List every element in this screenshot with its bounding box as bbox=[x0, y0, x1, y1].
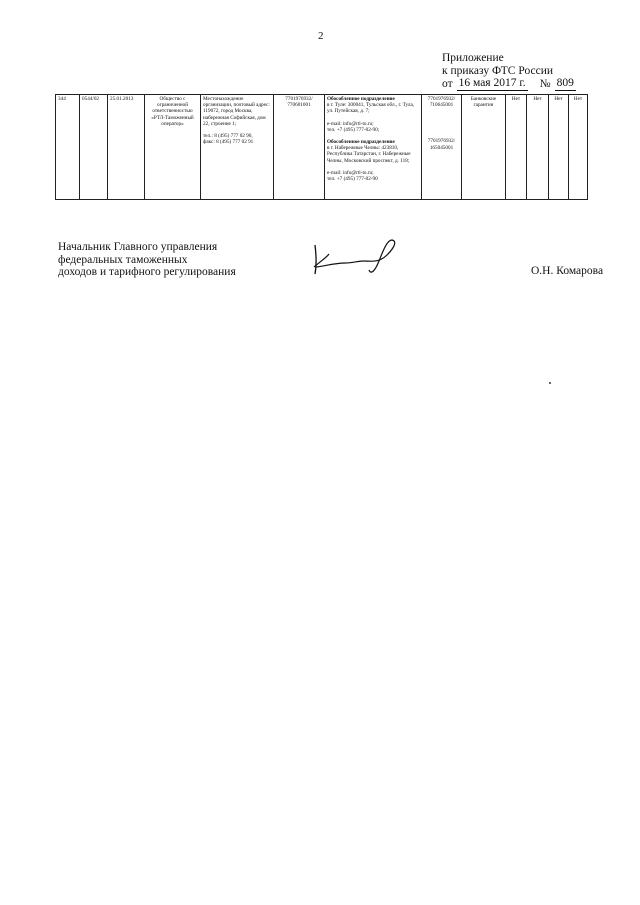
cell-branches bbox=[325, 95, 422, 200]
signatory-title-line1: Начальник Главного управления bbox=[58, 241, 218, 253]
cell-guarantee: Банковские гарантии bbox=[462, 95, 506, 200]
appendix-date-line bbox=[442, 77, 576, 91]
branch2-email: e-mail: info@rtl-to.ru; bbox=[327, 169, 374, 176]
branch1-address: в г. Туле: 300041, Тульская обл., г. Тула, ул. Путейская, д. 7; bbox=[327, 102, 415, 115]
cell-reg-number: 0544/02 bbox=[80, 95, 108, 200]
handwritten-signature bbox=[305, 237, 405, 281]
cell-address bbox=[201, 95, 274, 200]
appendix-header bbox=[442, 52, 576, 91]
order-number: 809 bbox=[556, 77, 574, 89]
cell-col-c: Нет bbox=[549, 95, 569, 200]
branch2-address: в г. Набережные Челны: 423810, Республика Татарстан, г. Набережные Челны, Московский проспект, д. 118; bbox=[327, 145, 411, 164]
scan-speck bbox=[549, 382, 551, 384]
cell-organization: Общество с ограниченной ответственностью «РТЛ-Таможенный оператор» bbox=[145, 95, 201, 200]
table-row bbox=[56, 95, 588, 200]
cell-index: 344 bbox=[56, 95, 80, 200]
branch2-inn-kpp: 7701976932/ 165045001 bbox=[427, 138, 456, 151]
cell-date: 25.01.2013 bbox=[108, 95, 145, 200]
fax-text: факс: 8 (495) 777 02 91 bbox=[203, 139, 254, 146]
signatory-name: О.Н. Комарова bbox=[531, 265, 604, 277]
phone-text: тел.: 8 (495) 777 02 90, bbox=[203, 133, 253, 140]
cell-inn-kpp: 7701976932/ 770601001 bbox=[274, 95, 325, 200]
signatory-title-line2: федеральных таможенных bbox=[58, 253, 188, 266]
number-prefix: № bbox=[539, 78, 551, 90]
appendix-title: Приложение bbox=[442, 52, 504, 64]
cell-col-b: Нет bbox=[527, 95, 549, 200]
order-date: 16 мая 2017 г. bbox=[458, 77, 526, 89]
appendix-order-ref: к приказу ФТС России bbox=[442, 64, 553, 77]
cell-col-d: Нет bbox=[569, 95, 588, 200]
registry-table bbox=[55, 94, 588, 200]
cell-col-a: Нет bbox=[506, 95, 527, 200]
date-prefix: от bbox=[442, 78, 453, 90]
cell-branch-inn-kpp bbox=[422, 95, 462, 200]
branch2-title: Обособленное подразделение bbox=[327, 139, 395, 146]
branch1-title: Обособленное подразделение bbox=[327, 96, 395, 102]
branch2-phone: тел. +7 (495) 777-02-90 bbox=[327, 176, 378, 183]
branch1-inn-kpp: 7701976932/ 710645001 bbox=[427, 96, 456, 109]
address-text: Местонахождение организации, почтовый адрес: 119072, город Москва, набережная Софийская, дом 22, строение 1; bbox=[203, 96, 270, 127]
branch1-email: e-mail: info@rtl-to.ru; bbox=[327, 120, 374, 127]
branch1-phone: тел. +7 (495) 777-02-90; bbox=[327, 126, 380, 133]
signatory-title bbox=[58, 241, 236, 279]
page-number: 2 bbox=[318, 30, 324, 42]
signatory-title-line3: доходов и тарифного регулирования bbox=[58, 266, 236, 278]
